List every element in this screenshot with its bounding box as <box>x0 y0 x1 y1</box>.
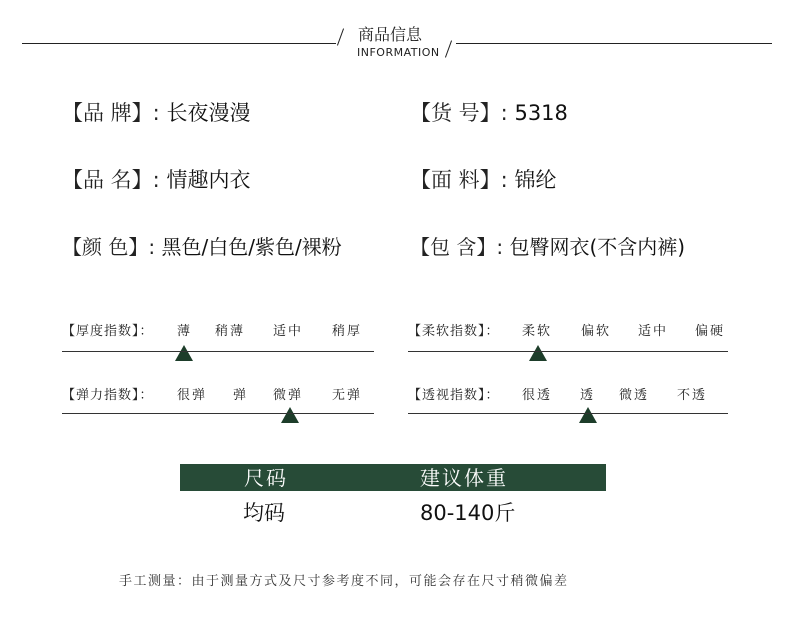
product-name-value: 情趣内衣 <box>166 168 251 192</box>
size-value: 均码 <box>243 501 285 525</box>
elasticity-indicator-icon <box>281 407 299 423</box>
softness-option-2: 偏软 <box>581 324 612 339</box>
colors-label: 【颜 色】: <box>62 235 156 259</box>
thickness-indicator-icon <box>175 345 193 361</box>
header-slash-left <box>337 28 344 45</box>
header-line-left <box>22 43 336 44</box>
elasticity-label: 【弹力指数】： <box>62 388 154 403</box>
thickness-option-2: 稍薄 <box>215 324 246 339</box>
item-no-label: 【货 号】: <box>410 101 508 125</box>
softness-indicator-icon <box>529 345 547 361</box>
transparency-option-1: 很透 <box>522 388 553 403</box>
elasticity-option-2: 弹 <box>233 388 249 403</box>
softness-scale-line <box>408 351 728 352</box>
includes-value: 包臀网衣(不含内裤) <box>509 235 686 259</box>
includes-field <box>410 231 685 260</box>
transparency-label: 【透视指数】： <box>408 388 500 403</box>
thickness-option-1: 薄 <box>177 324 193 339</box>
colors-field <box>62 231 342 260</box>
transparency-option-2: 透 <box>580 388 596 403</box>
thickness-option-4: 稍厚 <box>332 324 363 339</box>
transparency-indicator-icon <box>579 407 597 423</box>
product-name-label: 【品 名】: <box>62 168 160 192</box>
thickness-option-3: 适中 <box>273 324 304 339</box>
fabric-value: 锦纶 <box>514 168 557 192</box>
colors-value: 黑色/白色/紫色/裸粉 <box>161 235 342 259</box>
transparency-option-4: 不透 <box>677 388 708 403</box>
fabric-label: 【面 料】: <box>410 168 508 192</box>
section-title: 商品信息 <box>358 25 423 44</box>
weight-value: 80-140斤 <box>420 501 516 525</box>
product-name-field <box>62 164 250 194</box>
thickness-label: 【厚度指数】： <box>62 324 154 339</box>
elasticity-scale-line <box>62 413 374 414</box>
section-subtitle: INFORMATION <box>357 46 440 59</box>
measurement-note: 手工测量：由于测量方式及尺寸参考度不同，可能会存在尺寸稍微偏差 <box>119 574 569 589</box>
thickness-scale-line <box>62 351 374 352</box>
elasticity-option-3: 微弹 <box>273 388 304 403</box>
header-line-right <box>456 43 772 44</box>
weight-column-header: 建议体重 <box>420 466 508 490</box>
item-no-value: 5318 <box>514 101 568 125</box>
fabric-field <box>410 164 556 194</box>
softness-option-3: 适中 <box>638 324 669 339</box>
header-slash-right <box>445 40 452 57</box>
transparency-scale-line <box>408 413 728 414</box>
softness-option-1: 柔软 <box>522 324 553 339</box>
brand-value: 长夜漫漫 <box>166 101 251 125</box>
softness-option-4: 偏硬 <box>695 324 726 339</box>
brand-label: 【品 牌】: <box>62 101 160 125</box>
item-no-field <box>410 97 568 127</box>
elasticity-option-1: 很弹 <box>177 388 208 403</box>
elasticity-option-4: 无弹 <box>332 388 363 403</box>
includes-label: 【包 含】: <box>410 235 504 259</box>
brand-field <box>62 97 250 127</box>
transparency-option-3: 微透 <box>619 388 650 403</box>
softness-label: 【柔软指数】： <box>408 324 500 339</box>
size-column-header: 尺码 <box>244 466 288 490</box>
